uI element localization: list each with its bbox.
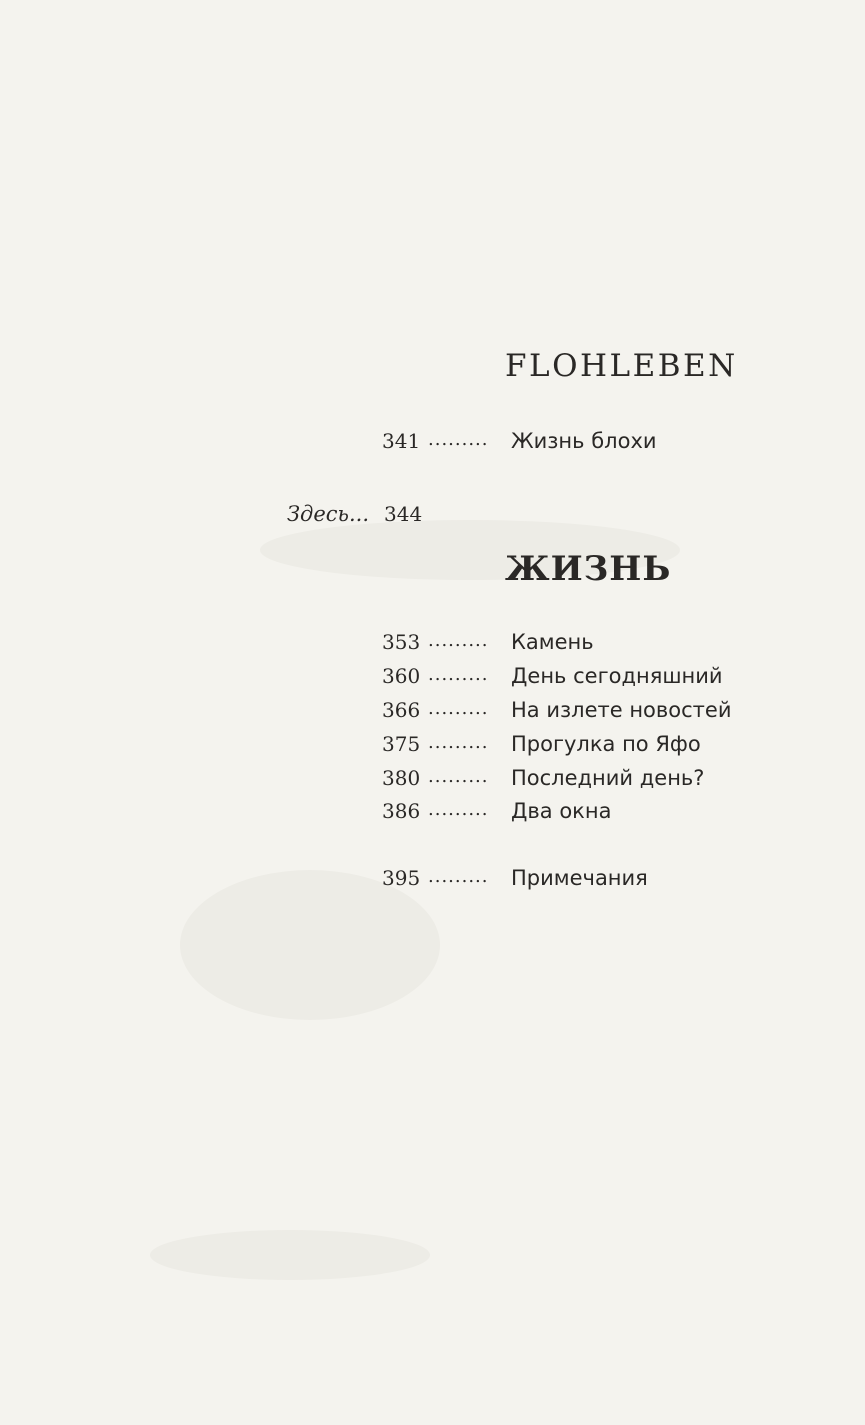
toc-page-number: 375 xyxy=(382,732,421,756)
toc-epigraph-entry xyxy=(0,502,865,534)
toc-page-number: 380 xyxy=(382,766,421,790)
toc-page-number: 366 xyxy=(382,698,421,722)
toc-entry xyxy=(0,866,865,898)
section-heading-flohleben: FLOHLEBEN xyxy=(505,348,738,384)
toc-entry-title: Два окна xyxy=(511,799,612,823)
toc-entry xyxy=(0,664,865,696)
toc-entry xyxy=(0,429,865,461)
toc-page-number: 395 xyxy=(382,866,421,890)
toc-page-number: 341 xyxy=(382,429,421,453)
toc-page-number: 386 xyxy=(382,799,421,823)
toc-page-number: 353 xyxy=(382,630,421,654)
toc-leader-dots: ......... xyxy=(428,799,489,820)
toc-leader-dots: ......... xyxy=(428,630,489,651)
toc-leader-dots: ......... xyxy=(428,866,489,887)
toc-entry xyxy=(0,698,865,730)
toc-entry xyxy=(0,630,865,662)
section-heading-zhizn: ЖИЗНЬ xyxy=(505,549,672,589)
toc-page-number: 344 xyxy=(384,502,423,526)
toc-entry-title: День сегодняшний xyxy=(511,664,723,688)
show-through-mark xyxy=(150,1230,430,1280)
toc-entry xyxy=(0,799,865,831)
toc-epigraph-text: Здесь... xyxy=(286,502,369,526)
toc-leader-dots: ......... xyxy=(428,732,489,753)
toc-page-number: 360 xyxy=(382,664,421,688)
toc-entry xyxy=(0,732,865,764)
toc-entry-title: Прогулка по Яфо xyxy=(511,732,701,756)
toc-entry-title: Жизнь блохи xyxy=(511,429,657,453)
toc-leader-dots: ......... xyxy=(428,429,489,450)
toc-leader-dots: ......... xyxy=(428,698,489,719)
toc-leader-dots: ......... xyxy=(428,766,489,787)
toc-entry xyxy=(0,766,865,798)
toc-entry-title: Последний день? xyxy=(511,766,705,790)
toc-entry-title: На излете новостей xyxy=(511,698,732,722)
toc-entry-title: Примечания xyxy=(511,866,648,890)
toc-entry-title: Камень xyxy=(511,630,594,654)
toc-leader-dots: ......... xyxy=(428,664,489,685)
